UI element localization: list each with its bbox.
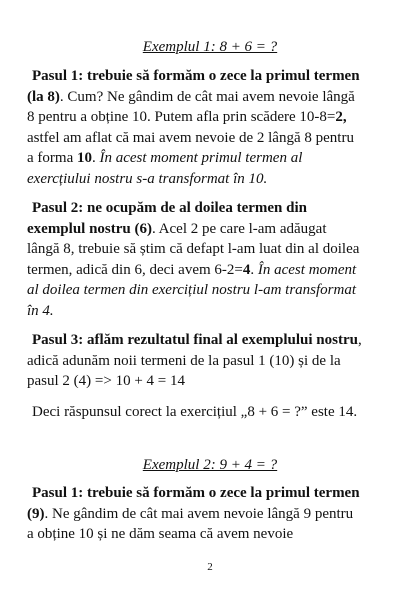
step-3-line-3: pasul 2 (4) => 10 + 4 = 14 xyxy=(27,373,185,389)
step-2-line-2: exemplul nostru (6). Acel 2 pe care l-am adăugat xyxy=(27,220,327,237)
step-1-line-6: exercțiului nostru s-a transformat în 10. xyxy=(27,170,268,187)
example-1-step-1 xyxy=(27,66,393,189)
example-1-step-2 xyxy=(27,198,393,321)
example-1-step-3 xyxy=(27,330,393,392)
ex2-step-1-line-3: a obține 10 și ne dăm seama că avem nevoie xyxy=(27,526,294,542)
step-3-line-2: adică adunăm noii termeni de la pasul 1 (10) și de la xyxy=(27,352,341,369)
step-2-line-3: lângă 8, trebuie să știm că defapt l-am luat din al doilea xyxy=(27,241,360,257)
step-1-line-3: 8 pentru a obține 10. Putem afla prin scădere 10-8=2, xyxy=(27,109,347,125)
step-1-line-1: Pasul 1: trebuie să formăm o zece la primul termen xyxy=(32,68,360,84)
step-2-line-4: termen, adică din 6, deci avem 6-2=4. În acest moment xyxy=(27,261,357,278)
step-1-line-5: a forma 10. În acest moment primul termen al xyxy=(27,150,303,166)
example-2-title: Exemplul 2: 9 + 4 = ? xyxy=(142,457,278,473)
example-2-step-1 xyxy=(27,483,393,545)
ex2-step-1-line-1: Pasul 1: trebuie să formăm o zece la primul termen xyxy=(32,485,360,501)
ex2-step-1-line-2: (9). Ne gândim de cât mai avem nevoie lângă 9 pentru xyxy=(27,505,354,522)
step-2-line-6: în 4. xyxy=(27,302,54,319)
step-3-line-1: Pasul 3: aflăm rezultatul final al exemplului nostru, xyxy=(32,332,362,348)
example-1-conclusion: Deci răspunsul corect la exercițiul „8 + 6 = ?” este 14. xyxy=(32,404,358,420)
step-2-line-1: Pasul 2: ne ocupăm de al doilea termen din xyxy=(32,200,308,216)
step-1-line-4: astfel am aflat că mai avem nevoie de 2 lângă 8 pentru xyxy=(27,129,354,146)
example-1-title: Exemplul 1: 8 + 6 = ? xyxy=(142,39,278,55)
step-1-line-2: (la 8). Cum? Ne gândim de cât mai avem nevoie lângă xyxy=(27,88,355,105)
page-number: 2 xyxy=(207,561,213,573)
step-2-line-5: al doilea termen din exercițiul nostru l-am transformat xyxy=(27,282,356,298)
